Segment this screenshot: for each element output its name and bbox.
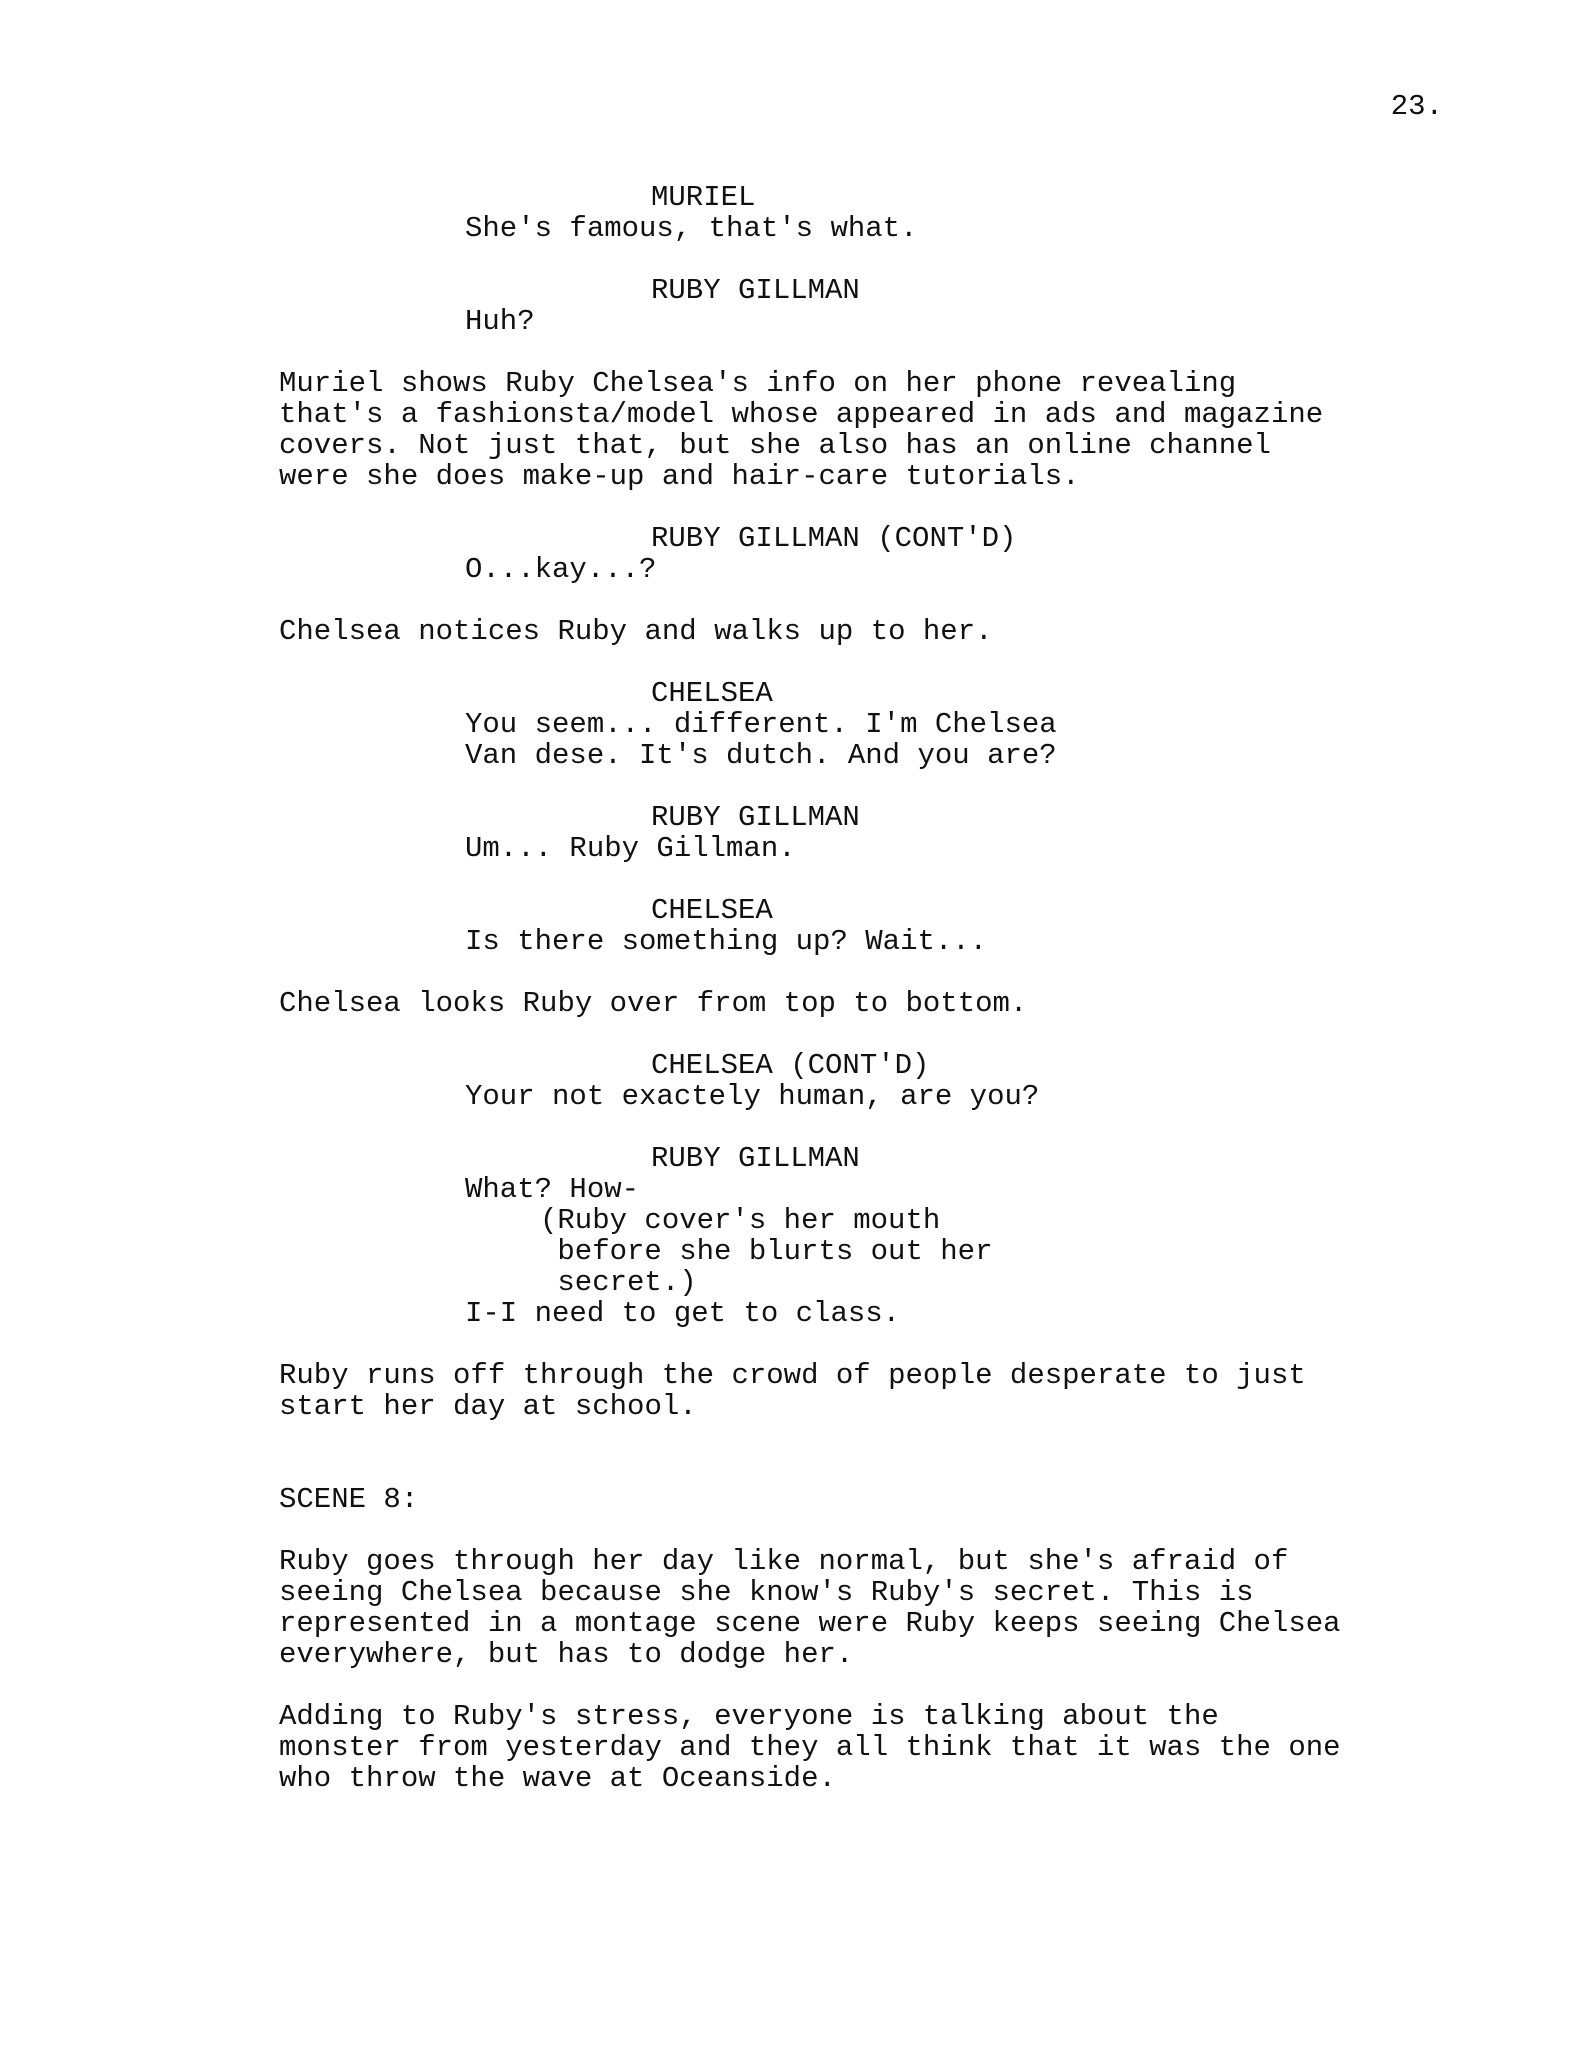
dialogue-line: I-I need to get to class. bbox=[465, 1297, 901, 1330]
parenthetical: (Ruby cover's her mouth before she blurts out her secret.) bbox=[540, 1204, 993, 1299]
dialogue-line: She's famous, that's what. bbox=[465, 212, 918, 245]
dialogue-line: Is there something up? Wait... bbox=[465, 925, 988, 958]
page-number: 23. bbox=[1390, 90, 1443, 123]
action-paragraph: Chelsea notices Ruby and walks up to her. bbox=[279, 615, 993, 648]
character-name: RUBY GILLMAN bbox=[651, 1142, 860, 1175]
screenplay-body bbox=[279, 182, 1429, 1825]
character-name: RUBY GILLMAN (CONT'D) bbox=[651, 522, 1017, 555]
character-name: RUBY GILLMAN bbox=[651, 801, 860, 834]
dialogue-line: O...kay...? bbox=[465, 553, 657, 586]
action-paragraph: Adding to Ruby's stress, everyone is talking about the monster from yesterday and they all think that it was the one who throw the wave at Oceanside. bbox=[279, 1700, 1341, 1795]
action-paragraph: Chelsea looks Ruby over from top to bottom. bbox=[279, 987, 1028, 1020]
dialogue-line: You seem... different. I'm Chelsea Van dese. It's dutch. And you are? bbox=[465, 708, 1057, 772]
action-paragraph: Ruby goes through her day like normal, but she's afraid of seeing Chelsea because she know's Ruby's secret. This is represented in a montage scene were Ruby keeps seeing Chelsea everywhere, but has to dodge her. bbox=[279, 1545, 1341, 1671]
scene-heading: SCENE 8: bbox=[279, 1483, 419, 1516]
dialogue-line: Um... Ruby Gillman. bbox=[465, 832, 796, 865]
character-name: RUBY GILLMAN bbox=[651, 274, 860, 307]
action-paragraph: Ruby runs off through the crowd of people desperate to just start her day at school. bbox=[279, 1359, 1306, 1423]
dialogue-line: Huh? bbox=[465, 305, 535, 338]
dialogue-line: Your not exactely human, are you? bbox=[465, 1080, 1040, 1113]
dialogue-line: What? How- bbox=[465, 1173, 640, 1206]
action-paragraph: Muriel shows Ruby Chelsea's info on her phone revealing that's a fashionsta/model whose appeared in ads and magazine covers. Not just that, but she also has an online channel were she does make-up and hair-care tutorials. bbox=[279, 367, 1324, 493]
character-name: CHELSEA (CONT'D) bbox=[651, 1049, 930, 1082]
character-name: MURIEL bbox=[651, 181, 756, 214]
character-name: CHELSEA bbox=[651, 677, 773, 710]
character-name: CHELSEA bbox=[651, 894, 773, 927]
